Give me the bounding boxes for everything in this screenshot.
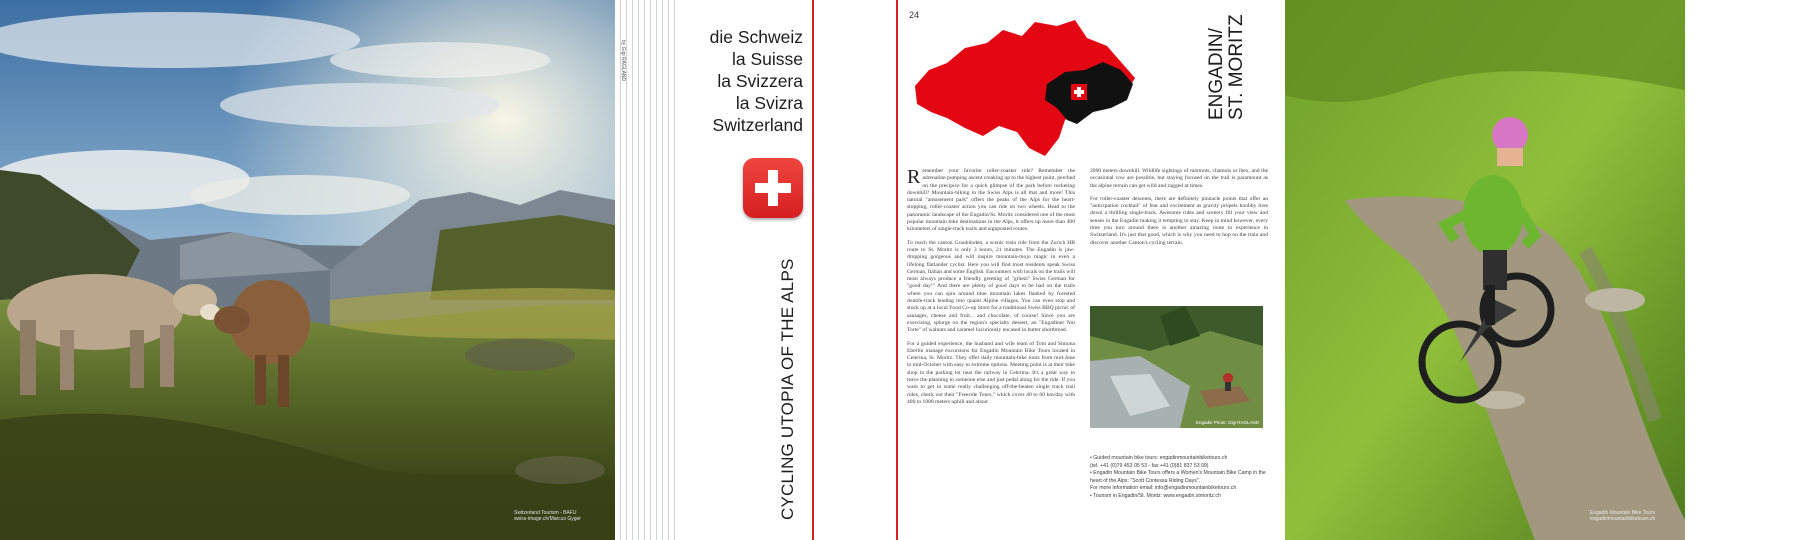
biker-illustration — [1285, 0, 1685, 540]
bullet-1: • Guided mountain bike tours: engadinmountainbiketours.ch — [1090, 455, 1228, 461]
author-credit: by Gigi RAGLAND — [620, 40, 626, 82]
landscape-illustration — [0, 0, 615, 540]
name-french: la Suisse — [731, 49, 803, 69]
switzerland-map-icon — [907, 8, 1157, 163]
trail-bridge-illustration — [1090, 306, 1263, 428]
paragraph-3: For a guided experience, the husband and wife team of Tom and Simona Eberlin manage excursions for Engadin Mountain Bike Tours located in Celerina, St. Moritz. They offer daily mountain-bike tours from mid-June to mid-October with easy to extreme options. Meeting point is at their bike shop in the parking lot near the railway in Celerina. It's a great way to leave the planning to someone else and just pedal along for the ride. If you want to get in some really challenging off-the-beaten single track trail rides, check out their "Freeride Tours," which cover 40 to 60 km/day with 400 to 1000 meters uphill and about — [907, 340, 1075, 405]
country-names — [710, 26, 803, 136]
red-divider — [812, 0, 814, 540]
mountain-biker-photo — [1285, 0, 1685, 540]
name-english: Switzerland — [712, 115, 803, 135]
bullet-2-email: For more information email: info@engadinmountainbiketours.ch — [1090, 485, 1237, 492]
name-romansh: la Svizra — [735, 93, 803, 113]
drop-cap: R — [907, 168, 921, 188]
name-italian: la Svizzera — [717, 71, 803, 91]
red-divider-left — [896, 0, 898, 540]
region-line2: ST. MORITZ — [1226, 14, 1247, 120]
swiss-flag-icon — [743, 158, 803, 218]
bullet-3: • Tourism in Engadin/St. Moritz: www.engadin.stmoritz.ch — [1090, 492, 1221, 499]
paragraph-4: 2000 meters downhill. Wildlife sightings of marmots, chamois or ibex, and the occasional cow are possible, but staying focused on the trail is paramount as the alpine terrain can get wild and rugged at times. — [1090, 168, 1268, 189]
photo-credit-line2: swiss-image.ch/Marcus Gyger — [514, 516, 581, 522]
paragraph-1: Remember your favorite roller-coaster ride? Remember the adrenaline pumping ascent creaking up to the highest point, perched on the precipice for a quick glimpse of the park before rocketing downhill? Mountain-biking in the Swiss Alps is all that and more! This natural "amusement park" offers the peaks of the Alps for the heart-stopping, roller-coaster action you can ride on two wheels. Head to the panoramic landscape of the Engadin/St. Moritz considered one of the most popular mountain bike destinations in the Alps, it offers up more than 400 kilometers of single-track trails and signposted routes. — [907, 168, 1075, 233]
photo-credit-line1: Switzerland Tourism - BAFU — [514, 510, 577, 516]
alpine-cows-photo — [0, 0, 615, 540]
page-number: 24 — [909, 10, 920, 20]
paragraph-5: For roller-coaster descents, there are definitely pinnacle points that offer an "anticipation cocktail" of fear and excitement as gravity propels knobby tires down a thrilling single-track. Awesome rides and scenery fill your view and senses in the Engadin making it tempting to stay. Keep in mind however, every time you turn around there is another amazing route to experience in Switzerland. It's just that good, which is why you need to hop on the train and discover another Canton's cycling terrain. — [1090, 195, 1268, 246]
bullet-2-cont: heart of the Alps: "Scott Contessa Riding Days". — [1090, 477, 1201, 484]
article-title: CYCLING UTOPIA OF THE ALPS — [778, 258, 797, 520]
article-right-column — [1090, 168, 1268, 298]
info-bullets — [1090, 455, 1270, 501]
biker-credit-line1: Engadin Mountain Bike Tours — [1590, 510, 1655, 516]
region-heading — [1207, 14, 1247, 120]
biker-photo-credit — [1590, 510, 1655, 522]
biker-credit-line2: engadinmountainbiketours.ch — [1590, 516, 1656, 522]
bullet-1-cont: (tel. +41 (0)79 453 05 53 - fax +41 (0)81 837 53 09) — [1090, 462, 1209, 469]
bullet-2: • Engadin Mountain Bike Tours offers a Women's Mountain Bike Camp in the — [1090, 470, 1266, 477]
article-left-column — [907, 168, 1075, 540]
region-line1: ENGADIN/ — [1206, 28, 1227, 120]
inset-caption: Engadin Photo: Gigi RAGLAND — [1195, 420, 1259, 425]
article-page — [895, 0, 1285, 540]
inset-photo — [1090, 306, 1263, 428]
name-german: die Schweiz — [709, 27, 803, 47]
paragraph-2: To reach the canton Graubünden, a scenic train ride from the Zurich HB route to St. Moritz is only 3 hours, 21 minutes. The Engadin is jaw-dropping gorgeous and will inspire mountain-mojo magic in even a lifelong flatlander cyclist. Here you will find most residents speak Swiss German, Italian and some English. Encounters with locals on the trails will most always produce a friendly greeting of "grüezi" Swiss German for "good day!" And there are plenty of good days to be had on the trails where you can spin around blue mountain lakes flanked by forested double-track leading into quaint Alpine villages. You can even stop and stock up at a local Food Co-op Store for a traditional Swiss BBQ picnic of sausages, cheese and fruit... and chocolate, of course! Since you are exercising, splurge on the region's specialty dessert, an "Engadiner Nut Torte" of walnuts and caramel luxuriously encased in butter shortbread. — [907, 239, 1075, 334]
title-page — [615, 0, 815, 540]
